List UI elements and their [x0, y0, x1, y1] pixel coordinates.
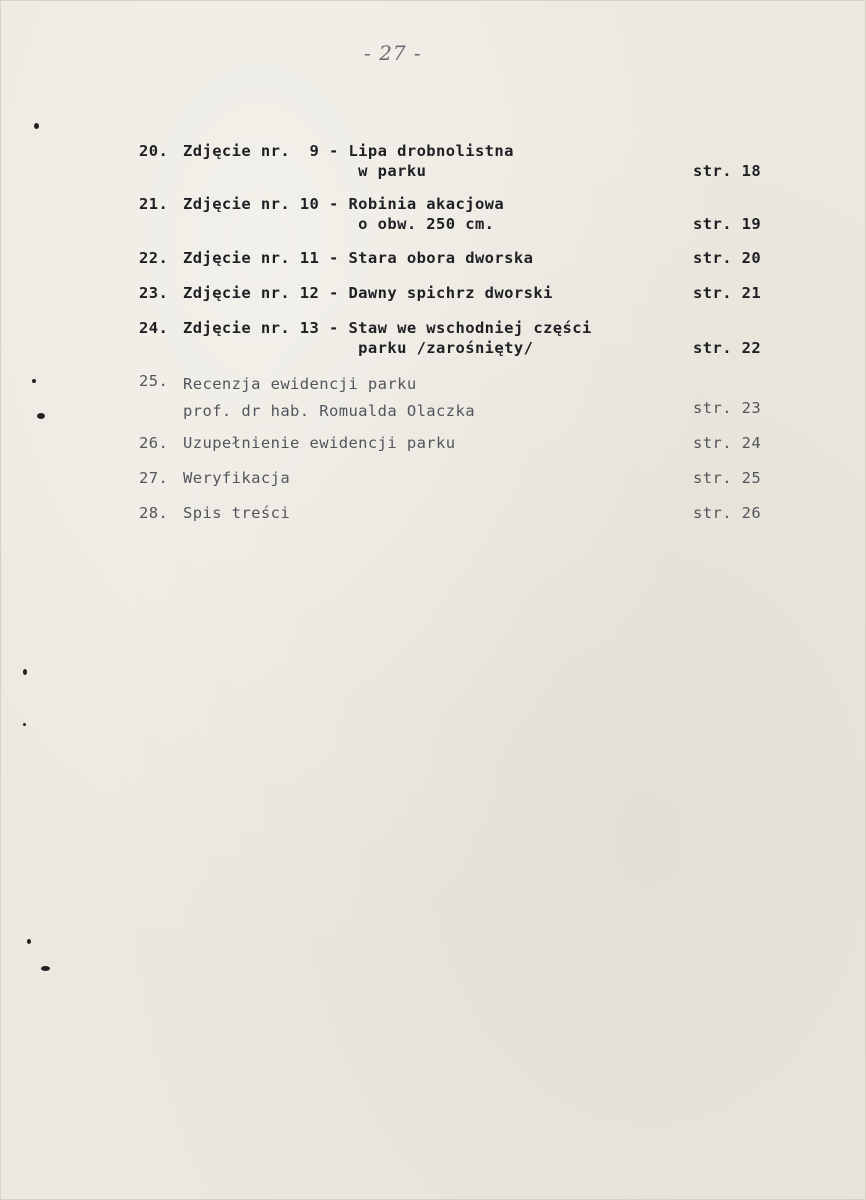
- entry-number: 20.: [139, 142, 169, 160]
- entry-page: str. 19: [693, 215, 762, 233]
- toc-entry-26: [139, 433, 779, 455]
- margin-speck: [23, 723, 26, 726]
- toc-entry-23: [139, 283, 779, 305]
- entry-label: Recenzja ewidencji parku prof. dr hab. Romualda Olaczka: [183, 375, 475, 420]
- entry-number: 22.: [139, 249, 169, 267]
- entry-label: Spis treści: [183, 504, 291, 522]
- margin-speck: [27, 939, 31, 944]
- page-number: - 27 -: [364, 41, 422, 65]
- toc-entry-24: [139, 318, 779, 362]
- entry-label: Zdjęcie nr. 9 - Lipa drobnolistna w parku: [183, 142, 514, 180]
- entry-number: 28.: [139, 504, 169, 522]
- toc-entry-22: [139, 248, 779, 270]
- entry-page: str. 20: [693, 249, 762, 267]
- entry-page: str. 18: [693, 162, 762, 180]
- entry-label: Zdjęcie nr. 13 - Staw we wschodniej części parku /zarośnięty/: [183, 319, 592, 357]
- margin-speck: [34, 123, 39, 129]
- entry-label: Uzupełnienie ewidencji parku: [183, 434, 456, 452]
- entry-number: 26.: [139, 434, 169, 452]
- toc-entry-20: [139, 141, 779, 185]
- entry-label: Weryfikacja: [183, 469, 291, 487]
- entry-number: 23.: [139, 284, 169, 302]
- entry-page: str. 26: [693, 504, 762, 522]
- entry-page: str. 25: [693, 469, 762, 487]
- entry-number: 25.: [139, 372, 169, 390]
- entry-number: 27.: [139, 469, 169, 487]
- margin-speck: [23, 669, 27, 675]
- toc-entry-25: [139, 371, 779, 421]
- entry-page: str. 22: [693, 339, 762, 357]
- toc-entry-27: [139, 468, 779, 490]
- margin-speck: [37, 413, 45, 419]
- entry-page: str. 24: [693, 434, 762, 452]
- entry-label: Zdjęcie nr. 10 - Robinia akacjowa o obw. 250 cm.: [183, 195, 505, 233]
- entry-label: Zdjęcie nr. 12 - Dawny spichrz dworski: [183, 284, 553, 302]
- entry-label: Zdjęcie nr. 11 - Stara obora dworska: [183, 249, 534, 267]
- entry-number: 24.: [139, 319, 169, 337]
- toc-entry-21: [139, 194, 779, 238]
- margin-speck: [41, 966, 50, 971]
- margin-speck: [32, 379, 36, 383]
- entry-page: str. 23: [693, 399, 762, 417]
- entry-number: 21.: [139, 195, 169, 213]
- toc-entry-28: [139, 503, 779, 525]
- entry-page: str. 21: [693, 284, 762, 302]
